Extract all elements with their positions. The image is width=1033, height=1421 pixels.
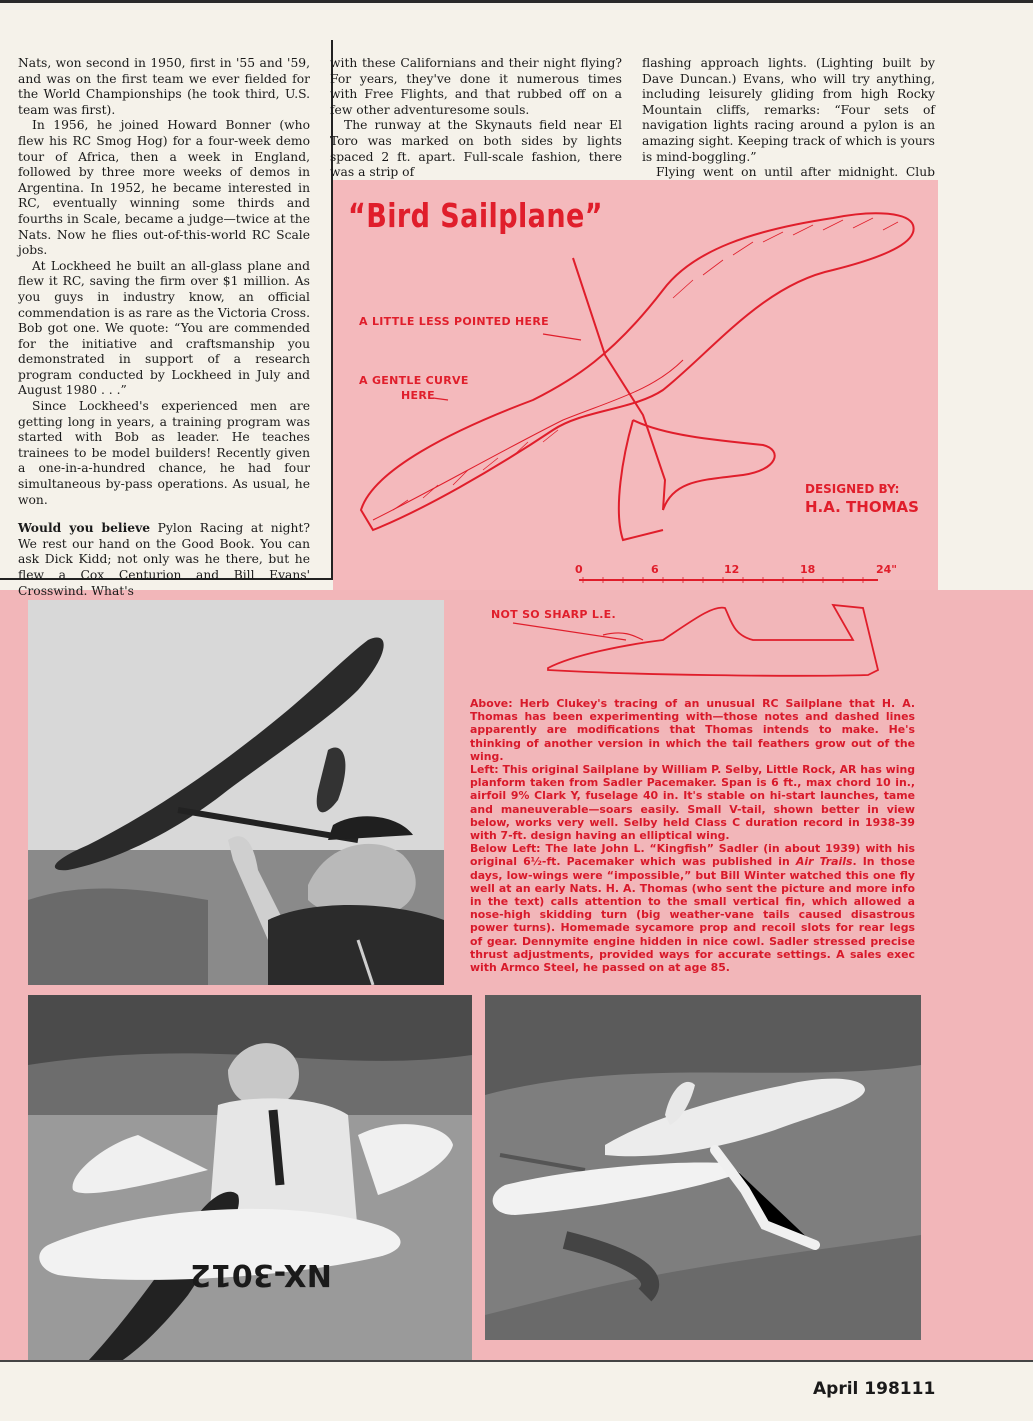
magazine-title: Air Trails [795,855,853,869]
paragraph-pylon [18,520,310,599]
note-pointed: A LITTLE LESS POINTED HERE [359,315,549,328]
photo-sailplane-on-grass [485,995,921,1340]
caption-below-part2: . In those days, low-wings were “impossible,” but Bill Winter watched this one fly well at an early Nats. H. A. Thomas (who sent the picture and more info in the text) calls attention to the small vertical fin, which allowed a nose-high skidding turn (big weather-vane tails caused disastrous power turns). Homemade sycamore prop and recoil slots for rear legs of gear. Dennymite engine hidden in nice cowl. Sadler stressed precise thrust adjustments, provided ways for accurate settings. A sales exec with Armco Steel, he passed on at age 85. [470,855,915,975]
paragraph: Since Lockheed's experienced men are getting long in years, a training program was started with Bob as leader. He teaches trainees to be model builders! Recently given a one-in-a-hundred chance, he had four simultaneous by-pass operations. As usual, he won. [18,399,310,507]
paragraph: flashing approach lights. (Lighting built by Dave Duncan.) Evans, who will try anything, including leisurely gliding from high Rocky Mountain cliffs, remarks: “Four sets of navigation lights racing around a pylon is an amazing sight. Keeping track of which is yours is mind-boggling.” [642,56,935,164]
page-bottom-rule [0,1360,1033,1362]
page-number: 11 [911,1379,936,1399]
designer-credit [805,482,919,515]
note-curve-2: HERE [401,389,435,402]
left-text-box [0,40,333,598]
column-left [18,56,310,599]
paragraph: In 1956, he joined Howard Bonner (who flew his RC Smog Hog) for a four-week demo tour of Africa, then a week in England, followed by three more weeks of demos in Argentina. In 1952, he became interested in RC, eventually winning some thirds and fourths in Scale, became a judge—twice at the Nats. Now he flies out-of-this-world RC Scale jobs. [18,118,310,258]
note-leading-edge: NOT SO SHARP L.E. [491,608,616,621]
note-curve-1: A GENTLE CURVE [359,374,469,387]
photo-selby-sailplane [28,600,444,985]
caption-left: Left: This original Sailplane by William P. Selby, Little Rock, AR has wing planform taken from Sadler Pacemaker. Span is 6 ft., max chord 10 in., airfoil 9% Clark Y, fuselage 40 in. It's stable on hi-start launches, tame and maneuverable—soars easily. Small V-tail, shown better in view below, works very well. Selby held Class C duration record in 1938-39 with 7-ft. design having an elliptical wing. [470,763,915,843]
paragraph: At Lockheed he built an all-glass plane and flew it RC, saving the firm over $1 million. As you guys in industry know, an official commendation is as rare as the Victoria Cross. Bob got one. We quote: “You are commended for the initiative and craftsmanship you demonstrated in support of a research program conducted by Lockheed in July and August 1980 . . .” [18,258,310,398]
column-mid [330,56,622,181]
paragraph: Nats, won second in 1950, first in '55 and '59, and was on the first team we ever fielded for the World Championships (he took third, U.S. team was first). [18,56,310,117]
issue-date: April 1981 [813,1379,912,1399]
photo-caption [470,697,915,974]
page-footer [813,1379,935,1399]
paragraph: The runway at the Skynauts field near El Toro was marked on both sides by lights spaced 2 ft. apart. Full-scale fashion, there was a strip of [330,118,622,180]
caption-above: Above: Herb Clukey's tracing of an unusual RC Sailplane that H. A. Thomas has been experimenting with—those notes and dashed lines apparently are modifications that Thomas intends to make. He's thinking of another version in which the tail feathers grow out of the wing. [470,697,915,763]
lead-in: Would you believe [18,520,151,536]
scale-tick: 18 [800,563,816,576]
paragraph: Flying went on until after midnight. Club [656,165,935,180]
paragraph: with these Californians and their night flying? For years, they've done it numerous times with Free Flights, and that rubbed off on a few other adventuresome souls. [330,56,622,117]
caption-below [470,842,915,974]
column-right [642,56,935,196]
designer-name: H.A. THOMAS [805,498,919,516]
scale-tick: 12 [724,563,740,576]
page-top-edge [0,0,1033,3]
registration-marking: NX-3012 [190,1257,332,1292]
paragraph-text: Pylon Racing at night? We rest our hand on the Good Book. You can ask Dick Kidd; not only was he there, but he flew a Cox Centurion and Bill Evans' Crosswind. What's [18,521,310,598]
plan-title: “Bird Sailplane” [348,196,603,235]
photo-sadler-pacemaker [28,995,472,1360]
designed-by-label: DESIGNED BY: [805,482,900,496]
scale-tick: 0 [575,563,583,576]
caption-below-part1: Below Left: The late John L. “Kingfish” Sadler (in about 1939) with his original 6½-ft. Pacemaker which was published in [470,842,915,869]
scale-tick: 24" [876,563,898,576]
scale-tick: 6 [651,563,659,576]
